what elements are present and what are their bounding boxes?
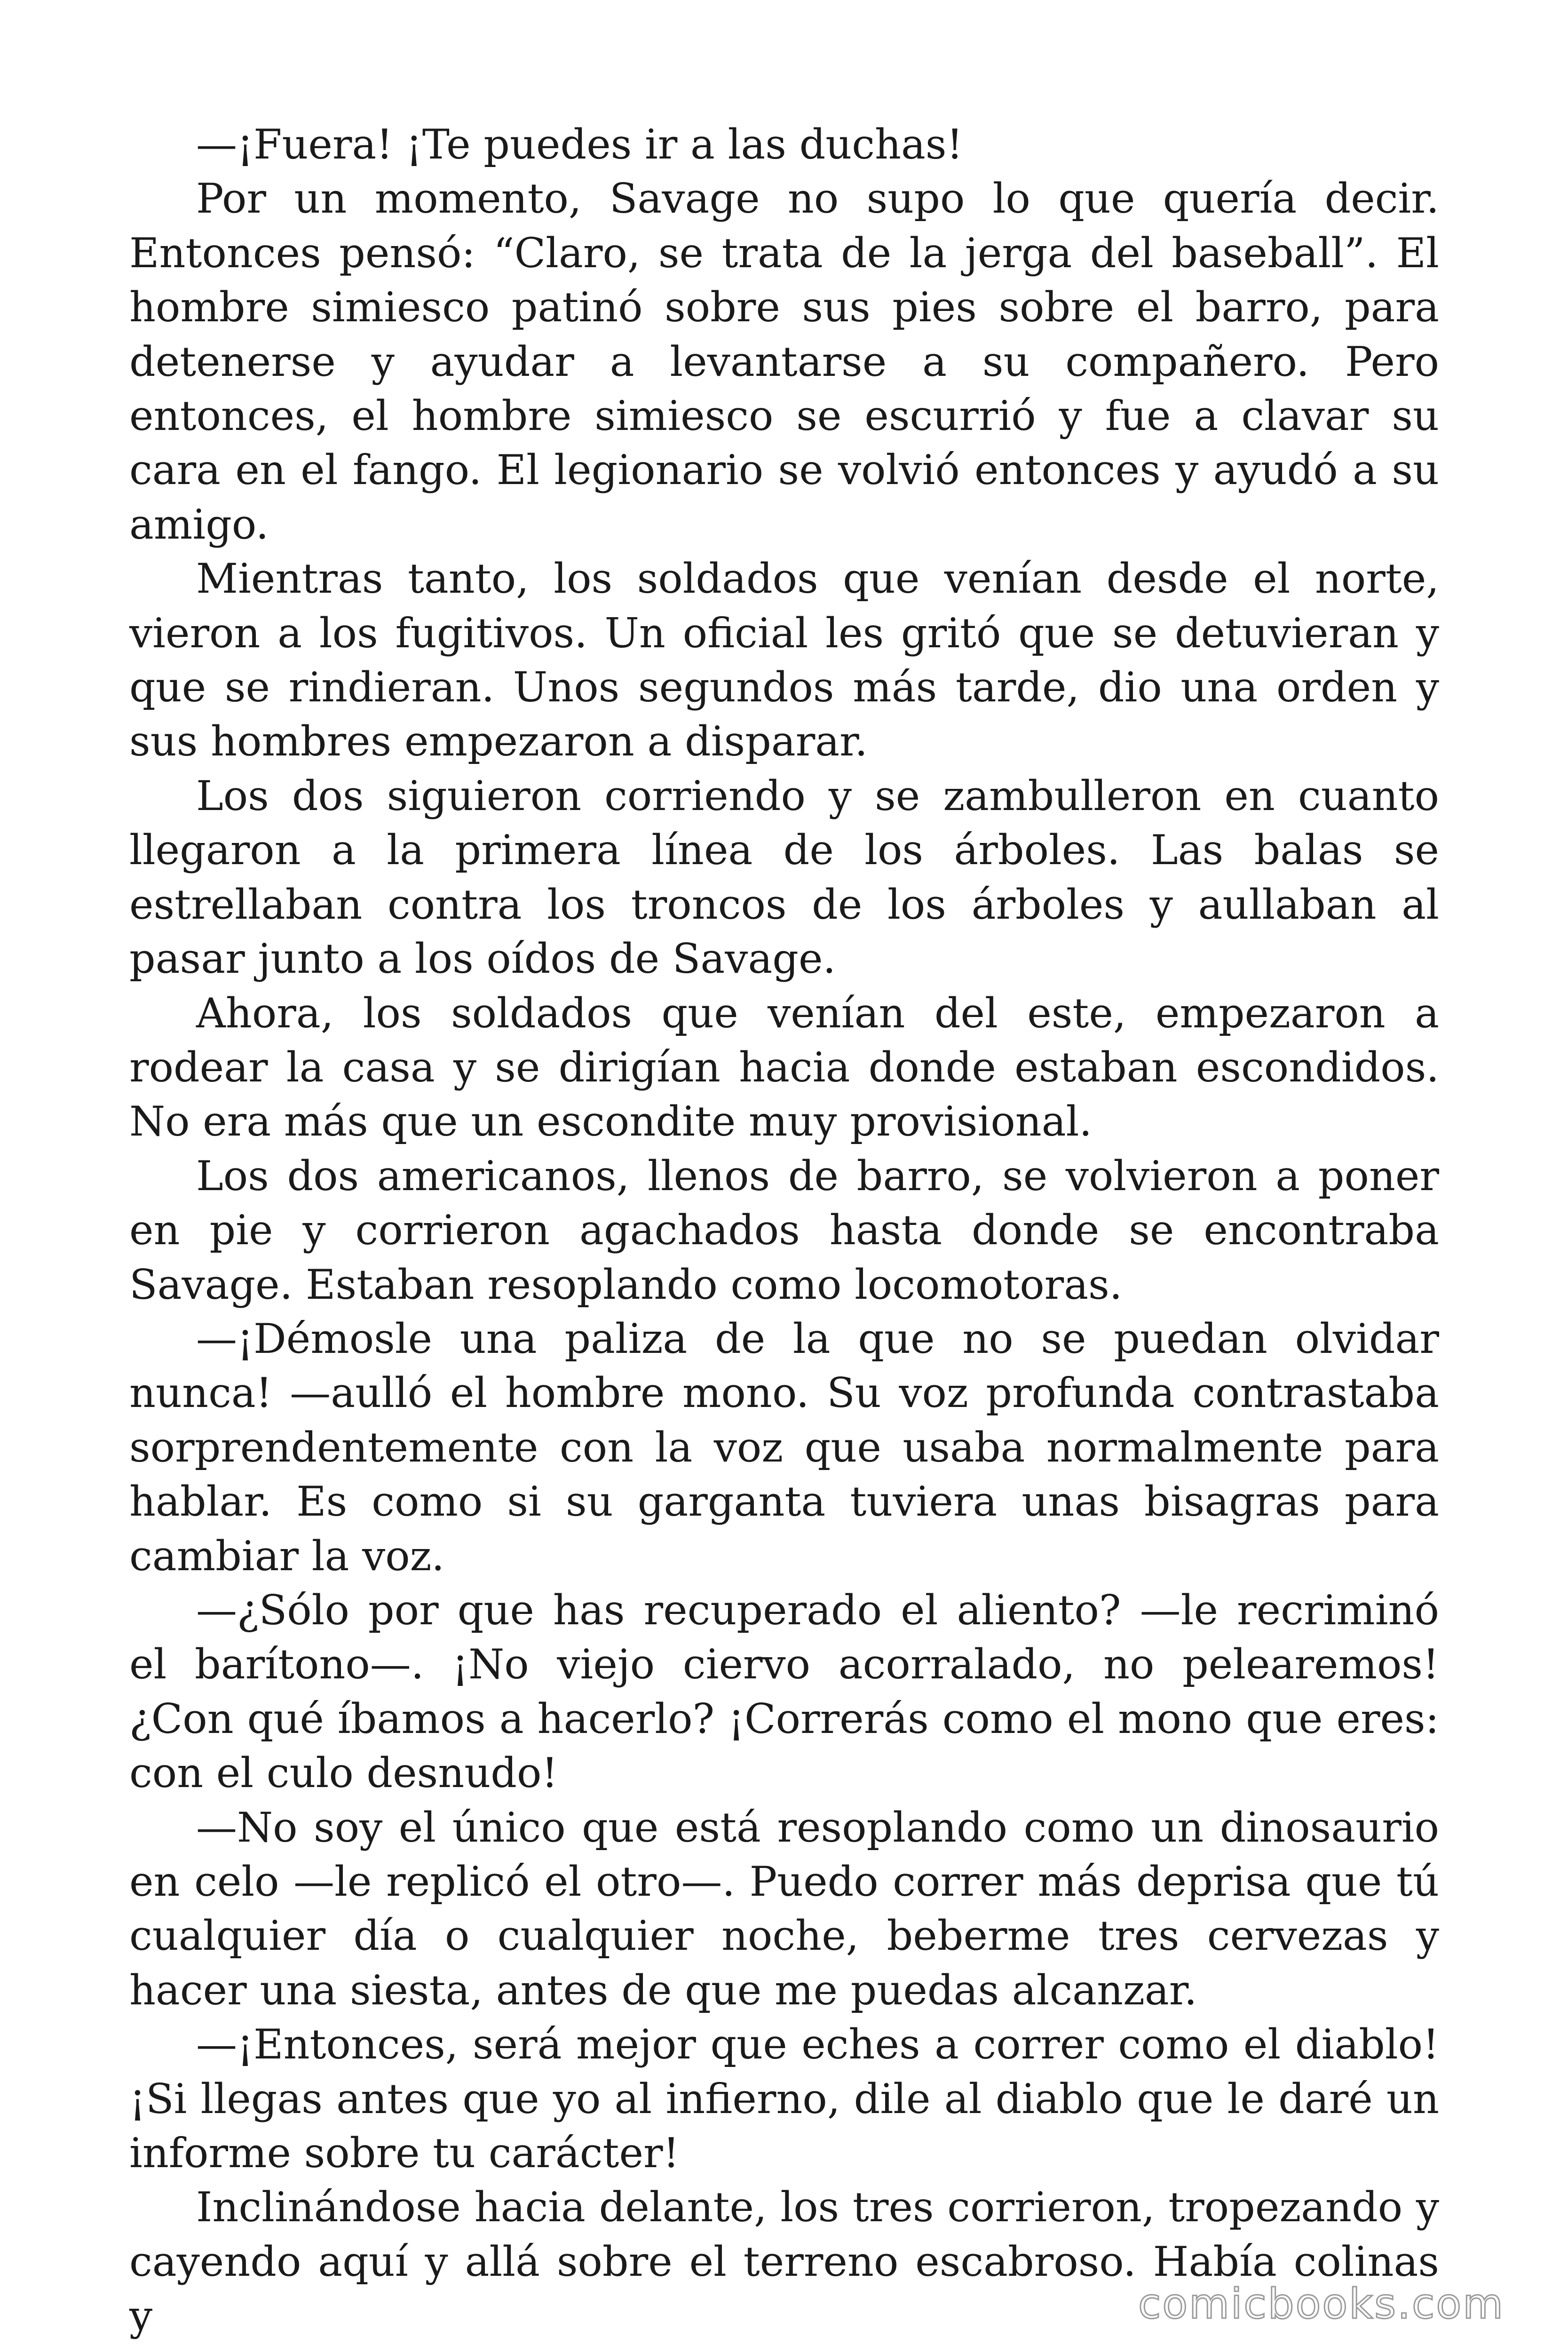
paragraph: Ahora, los soldados que venían del este, empezaron a rodear la casa y se dirigían hacia donde estaban escondidos. No era más que un escondite muy provisional. bbox=[129, 989, 1439, 1146]
paragraph: —¡Fuera! ¡Te puedes ir a las duchas! bbox=[196, 120, 963, 168]
paragraph: —No soy el único que está resoplando como un dinosaurio en celo —le replicó el otro—. Puedo correr más deprisa que tú cualquier día o cualquier noche, beberme tres cervezas y hacer una siesta, antes de que me puedas alcanzar. bbox=[129, 1803, 1439, 2014]
paragraph: Los dos siguieron corriendo y se zambulleron en cuanto llegaron a la primera línea de los árboles. Las balas se estrellaban contra los troncos de los árboles y aullaban al pasar junto a los oídos de Savage. bbox=[129, 771, 1439, 983]
paragraph: —¡Entonces, será mejor que eches a correr como el diablo! ¡Si llegas antes que yo al infierno, dile al diablo que le daré un informe sobre tu carácter! bbox=[129, 2020, 1439, 2177]
page-text bbox=[129, 118, 1439, 2344]
paragraph: —¿Sólo por que has recuperado el aliento? —le recriminó el barítono—. ¡No viejo ciervo acorralado, no pelearemos! ¿Con qué íbamos a hacerlo? ¡Correrás como el mono que eres: con el culo desnudo! bbox=[129, 1586, 1439, 1797]
paragraph: Inclinándose hacia delante, los tres corrieron, tropezando y cayendo aquí y allá sobre el terreno escabroso. Había colinas y bbox=[129, 2183, 1439, 2340]
paragraph: Mientras tanto, los soldados que venían desde el norte, vieron a los fugitivos. Un oficial les gritó que se detuvieran y que se rindieran. Unos segundos más tarde, dio una orden y sus hombres empezaron a disparar. bbox=[129, 555, 1439, 766]
paragraph: —¡Démosle una paliza de la que no se puedan olvidar nunca! —aulló el hombre mono. Su voz profunda contrastaba sorprendentemente con la voz que usaba normalmente para hablar. Es como si su garganta tuviera unas bisagras para cambiar la voz. bbox=[129, 1314, 1439, 1580]
paragraph: Por un momento, Savage no supo lo que quería decir. Entonces pensó: “Claro, se trata de la jerga del baseball”. El hombre simiesco patinó sobre sus pies sobre el barro, para detenerse y ayudar a levantarse a su compañero. Pero entonces, el hombre simiesco se escurrió y fue a clavar su cara en el fango. El legionario se volvió entonces y ayudó a su amigo. bbox=[129, 175, 1439, 548]
watermark: comicbooks.com bbox=[1138, 2280, 1505, 2328]
paragraph: Los dos americanos, llenos de barro, se volvieron a poner en pie y corrieron agachados hasta donde se encontraba Savage. Estaban resoplando como locomotoras. bbox=[129, 1152, 1439, 1309]
